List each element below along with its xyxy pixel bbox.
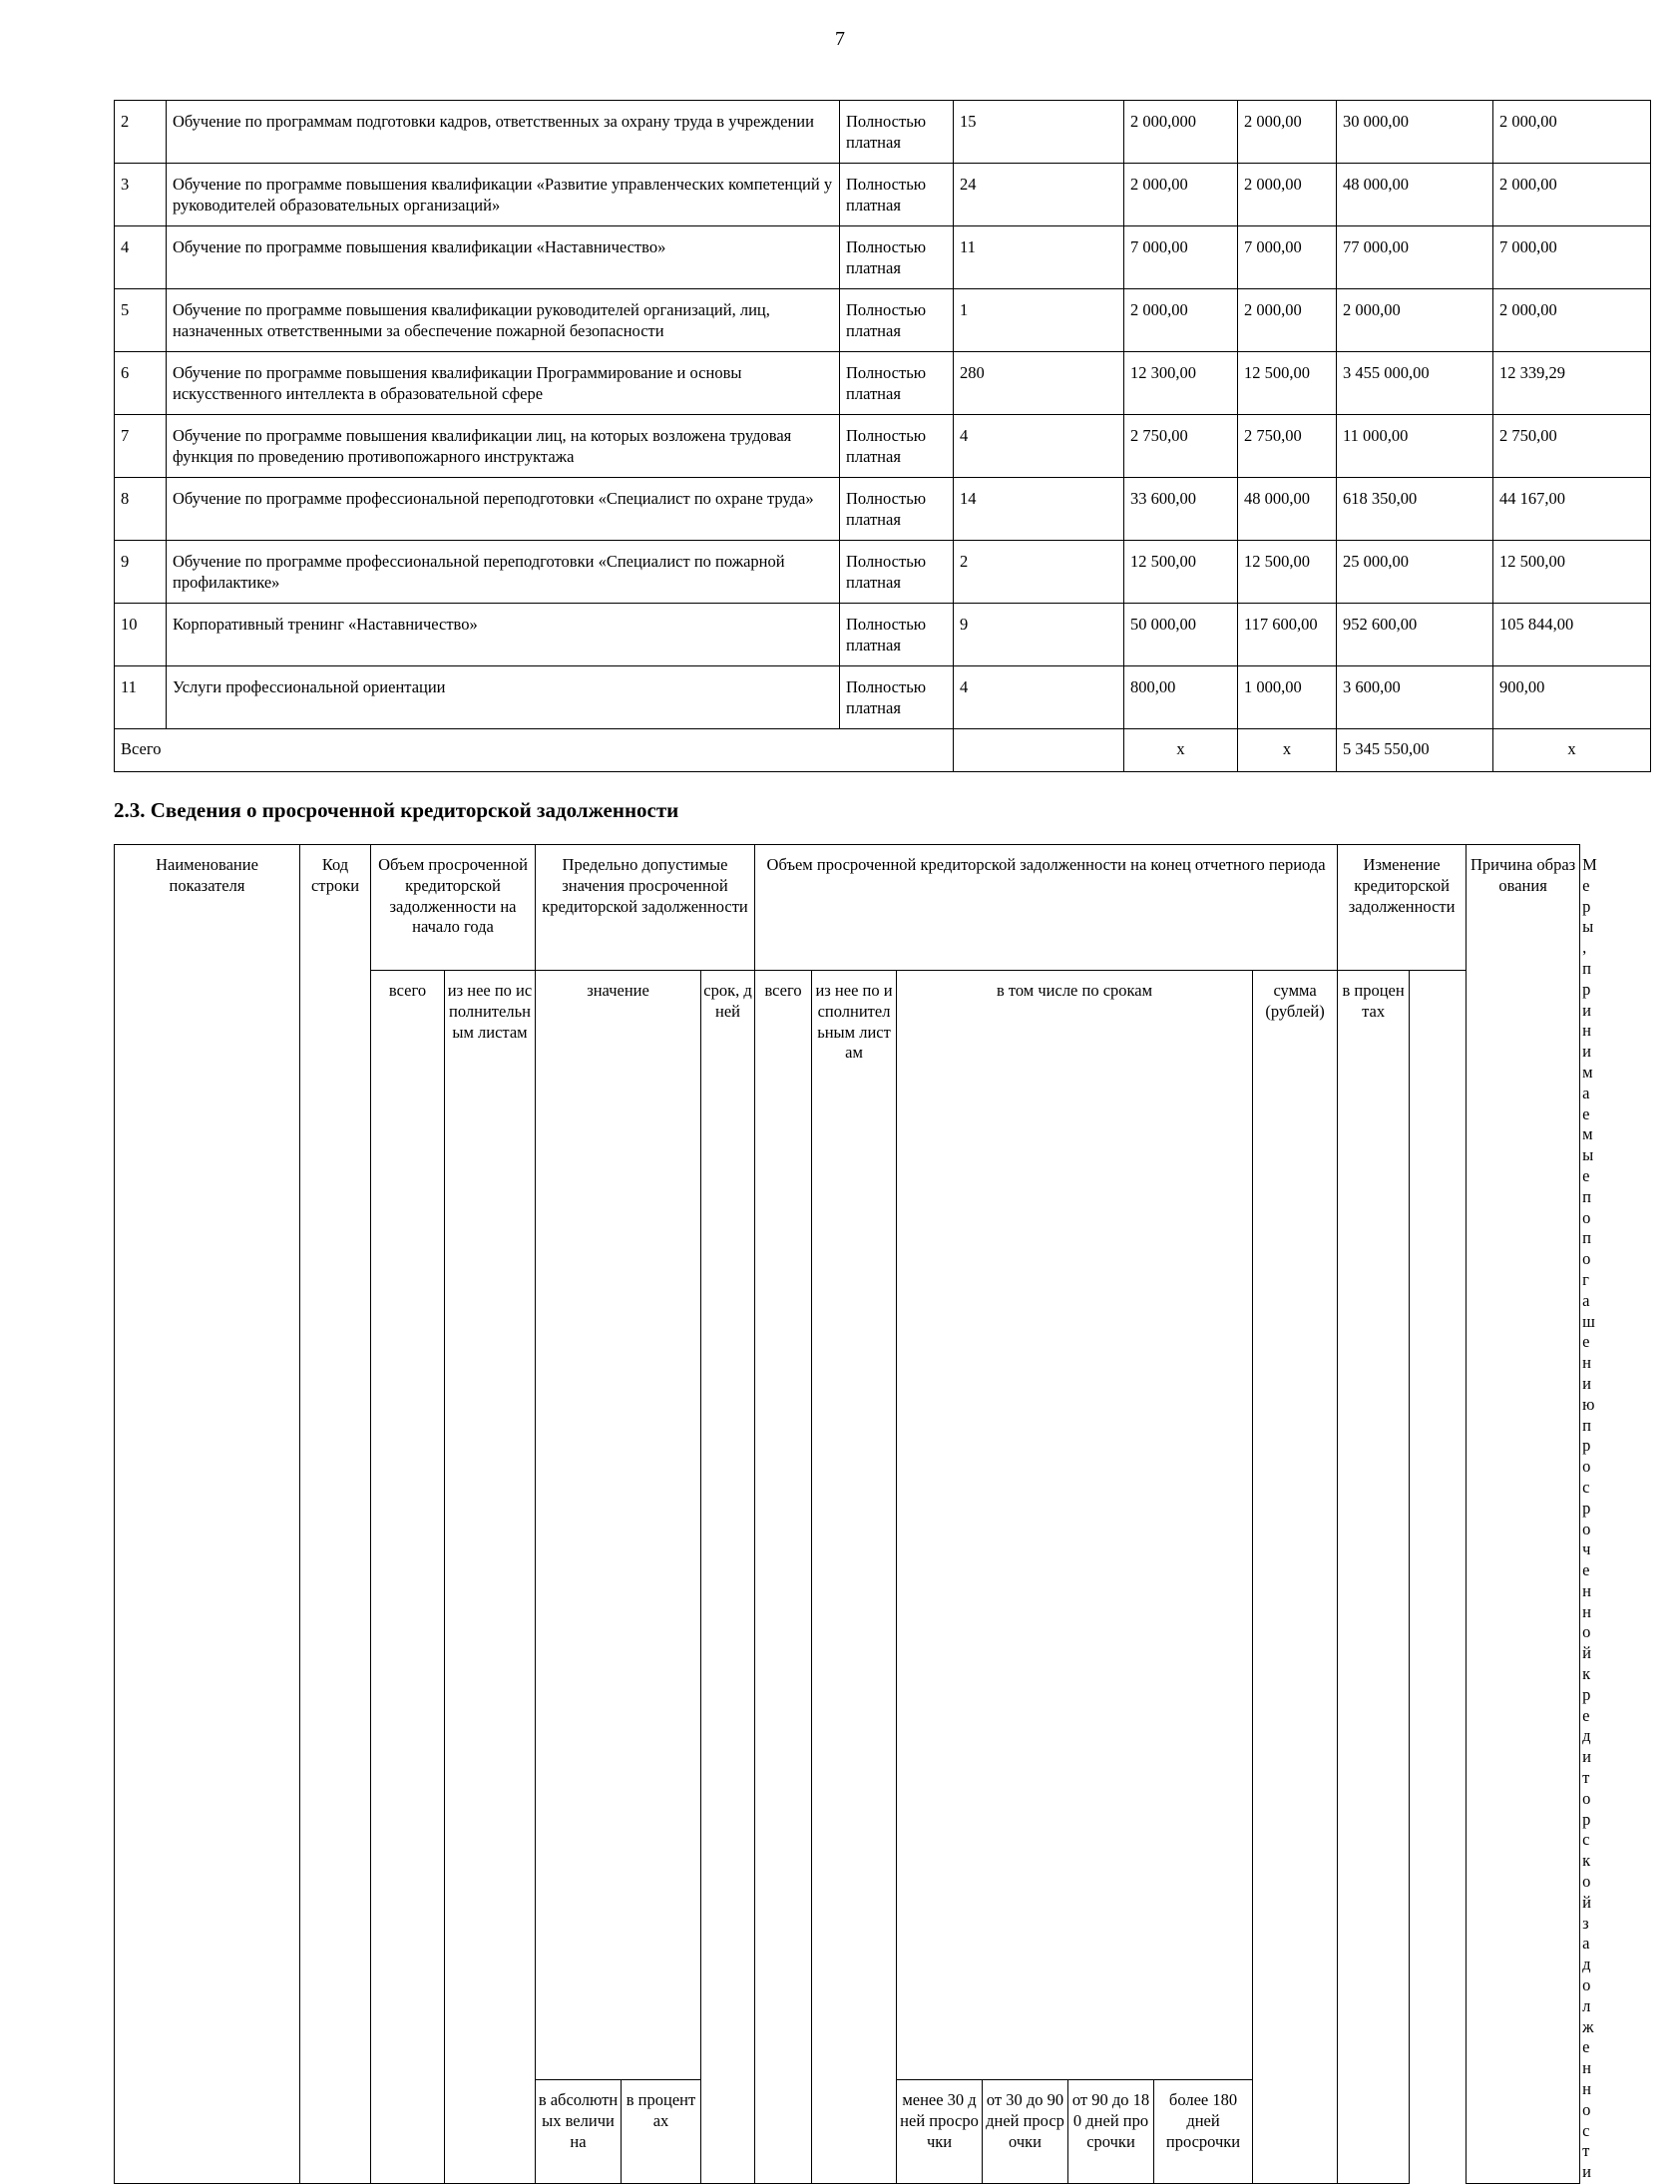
- price-1: 33 600,00: [1124, 478, 1238, 541]
- row-number: 11: [115, 666, 167, 729]
- section-heading: 2.3. Сведения о просроченной кредиторской задолженности: [114, 798, 679, 822]
- volume-count: 14: [954, 478, 1124, 541]
- col-value-header: значение: [536, 971, 701, 2080]
- col-percent2-header: в процентах: [622, 2080, 701, 2184]
- services-table: [114, 100, 1651, 772]
- avg-price: 7 000,00: [1493, 226, 1651, 289]
- row-number: 8: [115, 478, 167, 541]
- col-end-volume-header: Объем просроченной кредиторской задолженности на конец отчетного периода: [755, 845, 1338, 971]
- amount: 25 000,00: [1337, 541, 1493, 604]
- price-1: 2 000,00: [1124, 289, 1238, 352]
- amount: 618 350,00: [1337, 478, 1493, 541]
- avg-price: 2 000,00: [1493, 289, 1651, 352]
- price-2: 48 000,00: [1238, 478, 1337, 541]
- avg-price: 900,00: [1493, 666, 1651, 729]
- table-row: [115, 352, 1651, 415]
- payment-type: Полностью платная: [840, 101, 954, 164]
- amount: 3 600,00: [1337, 666, 1493, 729]
- service-name: Услуги профессиональной ориентации: [167, 666, 840, 729]
- payment-type: Полностью платная: [840, 666, 954, 729]
- total-price-2: х: [1238, 729, 1337, 772]
- service-name: Обучение по программе повышения квалификации «Наставничество»: [167, 226, 840, 289]
- volume-count: 2: [954, 541, 1124, 604]
- amount: 952 600,00: [1337, 604, 1493, 666]
- payment-type: Полностью платная: [840, 604, 954, 666]
- table-row: [115, 666, 1651, 729]
- avg-price: 2 750,00: [1493, 415, 1651, 478]
- total-avg-price: х: [1493, 729, 1651, 772]
- payment-type: Полностью платная: [840, 226, 954, 289]
- price-2: 2 750,00: [1238, 415, 1337, 478]
- payment-type: Полностью платная: [840, 289, 954, 352]
- avg-price: 44 167,00: [1493, 478, 1651, 541]
- row-number: 9: [115, 541, 167, 604]
- price-1: 12 500,00: [1124, 541, 1238, 604]
- avg-price: 105 844,00: [1493, 604, 1651, 666]
- col-reason-header: Причина образования: [1467, 845, 1580, 2184]
- col-30-90-header: от 30 до 90 дней просрочки: [983, 2080, 1068, 2184]
- col-over180-header: более 180 дней просрочки: [1154, 2080, 1253, 2184]
- price-1: 7 000,00: [1124, 226, 1238, 289]
- col-code-header: Код строки: [300, 845, 371, 2184]
- row-number: 3: [115, 164, 167, 226]
- total-price-1: х: [1124, 729, 1238, 772]
- table-row: [115, 289, 1651, 352]
- price-1: 2 000,000: [1124, 101, 1238, 164]
- price-2: 2 000,00: [1238, 101, 1337, 164]
- service-name: Обучение по программе профессиональной переподготовки «Специалист по пожарной профилактике»: [167, 541, 840, 604]
- price-2: 7 000,00: [1238, 226, 1337, 289]
- service-name: Обучение по программе профессиональной переподготовки «Специалист по охране труда»: [167, 478, 840, 541]
- payment-type: Полностью платная: [840, 478, 954, 541]
- col-percent-header: в процентах: [1338, 971, 1410, 2184]
- volume-count: 15: [954, 101, 1124, 164]
- payment-type: Полностью платная: [840, 352, 954, 415]
- price-2: 12 500,00: [1238, 352, 1337, 415]
- row-number: 2: [115, 101, 167, 164]
- service-name: Корпоративный тренинг «Наставничество»: [167, 604, 840, 666]
- col-by-terms-header: в том числе по срокам: [897, 971, 1253, 2080]
- col-by-writs2-header: из нее по исполнительным листам: [812, 971, 897, 2184]
- amount: 11 000,00: [1337, 415, 1493, 478]
- row-number: 4: [115, 226, 167, 289]
- avg-price: 12 339,29: [1493, 352, 1651, 415]
- table-row: [115, 101, 1651, 164]
- service-name: Обучение по программе повышения квалификации лиц, на которых возложена трудовая функция по проведению противопожарного инструктажа: [167, 415, 840, 478]
- price-2: 2 000,00: [1238, 289, 1337, 352]
- debt-table: Наименование показателя Код строки Объем просроченной кредиторской задолженности на начало года Предельно допустимые значения просроченной кредиторской задолженности Объем просроченной кредиторской задолженности на конец отчетного периода Изменение кредиторской задолженности Причина образования Меры, принимаемые по погашению просроченной кредиторской задолженности всего из нее по исполнительным листам значение срок, дней всего из нее по исполнительным листам в том числе по срокам сумма (рублей) в процентах в абсолютных величина в процентах менее 30 дней просрочки от 30 до 90 дней просрочки от 90 до 180 дней просрочки более 180 дней просрочки: [114, 844, 1580, 2184]
- volume-count: 4: [954, 666, 1124, 729]
- col-total-header: всего: [371, 971, 445, 2184]
- table-row: [115, 415, 1651, 478]
- price-1: 2 000,00: [1124, 164, 1238, 226]
- total-label: Всего: [115, 729, 954, 772]
- service-name: Обучение по программам подготовки кадров, ответственных за охрану труда в учреждении: [167, 101, 840, 164]
- volume-count: 9: [954, 604, 1124, 666]
- amount: 30 000,00: [1337, 101, 1493, 164]
- col-absolute-header: в абсолютных величина: [536, 2080, 622, 2184]
- avg-price: 2 000,00: [1493, 164, 1651, 226]
- avg-price: 2 000,00: [1493, 101, 1651, 164]
- volume-count: 11: [954, 226, 1124, 289]
- table-row: [115, 541, 1651, 604]
- amount: 48 000,00: [1337, 164, 1493, 226]
- col-name-header: Наименование показателя: [115, 845, 300, 2184]
- row-number: 10: [115, 604, 167, 666]
- volume-count: 1: [954, 289, 1124, 352]
- table-row: [115, 226, 1651, 289]
- col-total2-header: всего: [755, 971, 812, 2184]
- amount: 2 000,00: [1337, 289, 1493, 352]
- row-number: 5: [115, 289, 167, 352]
- service-name: Обучение по программе повышения квалификации руководителей организаций, лиц, назначенных ответственными за обеспечение пожарной безопасности: [167, 289, 840, 352]
- total-amount: 5 345 550,00: [1337, 729, 1493, 772]
- price-1: 2 750,00: [1124, 415, 1238, 478]
- table-row: [115, 164, 1651, 226]
- price-2: 12 500,00: [1238, 541, 1337, 604]
- price-2: 1 000,00: [1238, 666, 1337, 729]
- col-limits-header: Предельно допустимые значения просроченной кредиторской задолженности: [536, 845, 755, 971]
- row-number: 6: [115, 352, 167, 415]
- col-change-header: Изменение кредиторской задолженности: [1338, 845, 1467, 971]
- total-count: [954, 729, 1124, 772]
- total-row: [115, 729, 1651, 772]
- volume-count: 24: [954, 164, 1124, 226]
- col-under30-header: менее 30 дней просрочки: [897, 2080, 983, 2184]
- payment-type: Полностью платная: [840, 541, 954, 604]
- service-name: Обучение по программе повышения квалификации Программирование и основы искусственного интеллекта в образовательной сфере: [167, 352, 840, 415]
- table-row: [115, 478, 1651, 541]
- volume-count: 280: [954, 352, 1124, 415]
- service-name: Обучение по программе повышения квалификации «Развитие управленческих компетенций у руководителей образовательных организаций»: [167, 164, 840, 226]
- col-term-header: срок, дней: [701, 971, 755, 2184]
- col-90-180-header: от 90 до 180 дней просрочки: [1068, 2080, 1154, 2184]
- col-by-writs-header: из нее по исполнительным листам: [445, 971, 536, 2184]
- row-number: 7: [115, 415, 167, 478]
- amount: 3 455 000,00: [1337, 352, 1493, 415]
- amount: 77 000,00: [1337, 226, 1493, 289]
- col-start-volume-header: Объем просроченной кредиторской задолженности на начало года: [371, 845, 536, 971]
- volume-count: 4: [954, 415, 1124, 478]
- price-2: 117 600,00: [1238, 604, 1337, 666]
- price-1: 800,00: [1124, 666, 1238, 729]
- col-sum-header: сумма (рублей): [1253, 971, 1338, 2184]
- payment-type: Полностью платная: [840, 164, 954, 226]
- payment-type: Полностью платная: [840, 415, 954, 478]
- page-number: 7: [835, 28, 845, 50]
- price-1: 50 000,00: [1124, 604, 1238, 666]
- price-1: 12 300,00: [1124, 352, 1238, 415]
- table-row: [115, 604, 1651, 666]
- avg-price: 12 500,00: [1493, 541, 1651, 604]
- price-2: 2 000,00: [1238, 164, 1337, 226]
